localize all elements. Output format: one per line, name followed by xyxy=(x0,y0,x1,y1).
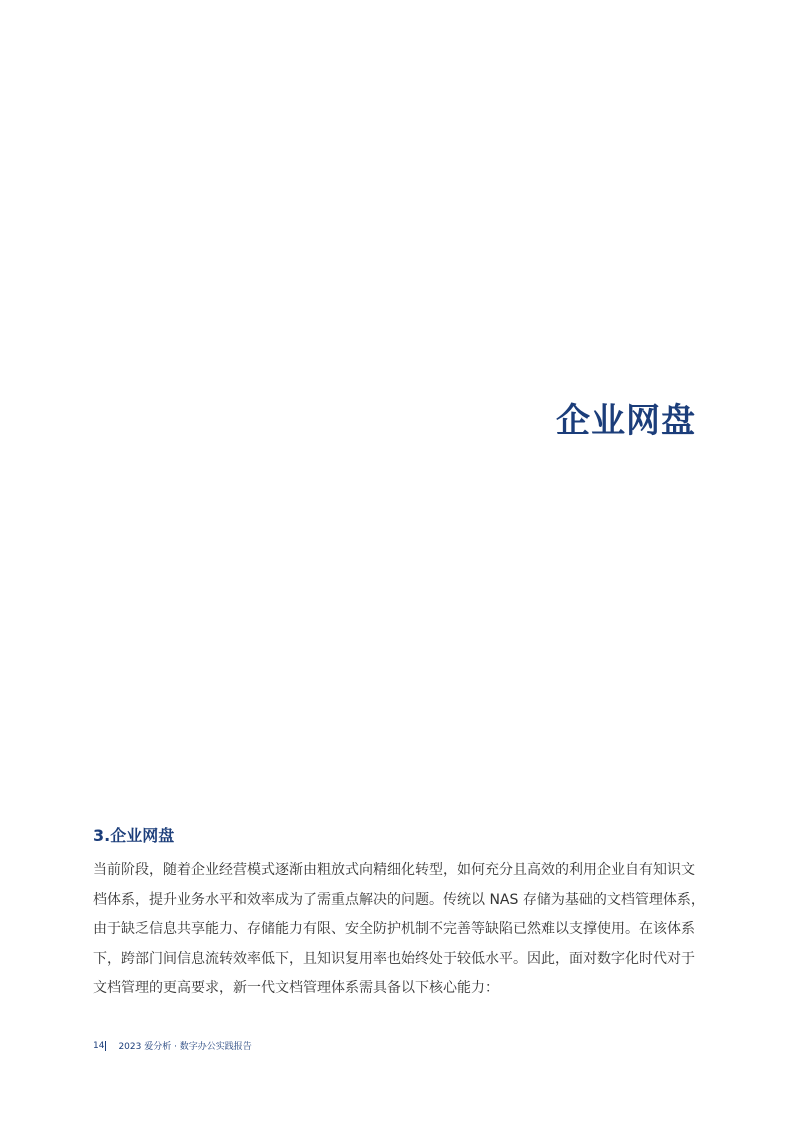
section-heading: 3.企业网盘 xyxy=(93,826,175,845)
page-number: 14 xyxy=(93,1040,105,1051)
page-footer xyxy=(93,1039,252,1052)
paragraph-line: 档体系，提升业务水平和效率成为了需重点解决的问题。传统以 NAS 存储为基础的文档管理体系， xyxy=(93,891,705,908)
body-paragraph xyxy=(93,856,705,1004)
paragraph-line: 当前阶段，随着企业经营模式逐渐由粗放式向精细化转型，如何充分且高效的利用企业自有知识文 xyxy=(93,862,695,878)
paragraph-line: 下，跨部门间信息流转效率低下，且知识复用率也始终处于较低水平。因此，面对数字化时代对于 xyxy=(93,950,695,967)
chapter-title: 企业网盘 xyxy=(556,401,696,441)
paragraph-line: 由于缺乏信息共享能力、存储能力有限、安全防护机制不完善等缺陷已然难以支撑使用。在该体系 xyxy=(93,921,695,937)
paragraph-line: 文档管理的更高要求，新一代文档管理体系需具备以下核心能力： xyxy=(93,980,499,996)
report-title: 2023 爱分析 · 数字办公实践报告 xyxy=(118,1042,252,1052)
footer-divider xyxy=(105,1041,106,1051)
